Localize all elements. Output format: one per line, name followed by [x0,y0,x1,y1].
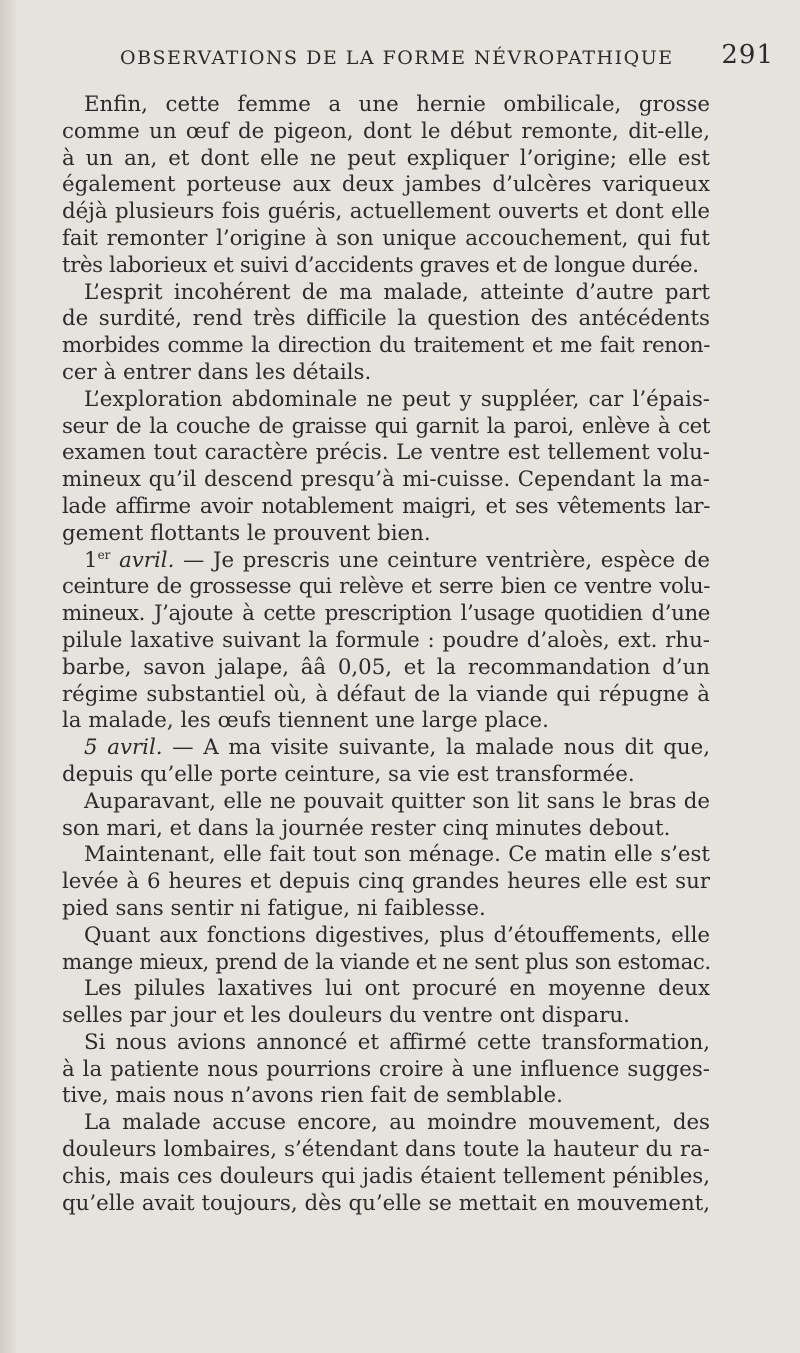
body-text [62,92,710,1217]
text-line-content: — A ma visite suivante, la malade nous dit que, [162,735,710,761]
text-line-content: Les pilules laxatives lui ont procuré en moyenne deux [84,976,710,1002]
text-line [62,92,710,119]
text-line [62,226,710,253]
date-word: avril. [119,547,175,573]
text-line-content: à un an, et dont elle ne peut expliquer l’origine; elle est [62,145,710,171]
text-line-content: Enfin, cette femme a une hernie ombilicale, grosse [84,92,710,117]
page-number: 291 [721,40,774,70]
text-line [62,923,710,950]
text-line-content: — Je prescris une ceinture ventrière, espèce de [174,547,710,573]
text-line-content: à la patiente nous pourrions croire à une influence sugges- [62,1056,710,1082]
text-line-content: pied sans sentir ni fatigue, ni faiblesse. [62,895,486,921]
text-line-content: Auparavant, elle ne pouvait quitter son lit sans le bras de [84,788,710,814]
text-line-content: très laborieux et suivi d’accidents graves et de longue durée. [62,252,699,278]
text-line [62,521,710,548]
text-line-content: La malade accuse encore, au moindre mouvement, des [84,1110,710,1136]
text-line [62,146,710,173]
text-line-content: fait remonter l’origine à son unique accouchement, qui fut [62,225,710,251]
text-line [62,1110,710,1137]
text-line [62,816,710,843]
text-line [62,1030,710,1057]
text-line [62,253,710,280]
text-line [62,601,710,628]
text-line-content: tive, mais nous n’avons rien fait de semblable. [62,1083,563,1109]
text-line-content: régime substantiel où, à défaut de la viande qui répugne à [62,681,710,707]
text-line-content: cer à entrer dans les détails. [62,359,372,385]
text-line [62,682,710,709]
text-line-content: ceinture de grossesse qui relève et serre bien ce ventre volu- [62,574,710,600]
text-line-content: mineux qu’il descend presqu’à mi-cuisse. Cependant la ma- [62,467,710,493]
text-line [62,708,710,735]
text-line-content: pilule laxative suivant la formule : poudre d’aloès, ext. rhu- [62,627,710,653]
text-line [62,119,710,146]
text-line [62,1191,710,1218]
text-line [62,387,710,414]
text-line [62,494,710,521]
text-line-content: Quant aux fonctions digestives, plus d’étouffements, elle [84,922,710,948]
text-line-content: Maintenant, elle fait tout son ménage. Ce matin elle s’est [84,842,710,868]
text-line [62,976,710,1003]
text-line [62,789,710,816]
text-line-content: déjà plusieurs fois guéris, actuellement ouverts et dont elle [62,199,710,225]
text-line [62,333,710,360]
text-line-content: Si nous avions annoncé et affirmé cette transformation, [84,1029,710,1055]
text-line [62,950,710,977]
text-line-content: comme un œuf de pigeon, dont le début remonte, dit-elle, [62,118,710,144]
date-word: 5 avril. [84,735,163,761]
text-line-content: la malade, les œufs tiennent une large place. [62,708,549,734]
text-line [62,1137,710,1164]
text-line-content: mange mieux, prend de la viande et ne sent plus son estomac. [62,949,711,975]
text-line-content: chis, mais ces douleurs qui jadis étaient tellement pénibles, [62,1163,710,1189]
text-line [62,655,710,682]
text-line-content: douleurs lombaires, s’étendant dans toute la hauteur du ra- [62,1137,710,1163]
text-line-content: barbe, savon jalape, ââ 0,05, et la recommandation d’un [62,654,710,680]
text-line [62,548,710,575]
text-line [62,172,710,199]
text-line [62,896,710,923]
text-line-content: qu’elle avait toujours, dès qu’elle se mettait en mouvement, [62,1190,710,1216]
text-line-content: L’exploration abdominale ne peut y suppléer, car l’épais- [84,386,710,412]
text-line [62,574,710,601]
text-line [62,280,710,307]
date-day: 1 [84,547,98,573]
date-ordinal: er [97,547,111,562]
text-line-content: gement flottants le prouvent bien. [62,520,431,546]
text-line [62,414,710,441]
text-line-content: de surdité, rend très difficile la question des antécédents [62,306,710,332]
text-line [62,735,710,762]
text-line [62,306,710,333]
text-line [62,199,710,226]
text-line [62,842,710,869]
page-gutter-shadow [0,0,16,1353]
text-line-content: son mari, et dans la journée rester cinq minutes debout. [62,815,671,841]
text-line-content: selles par jour et les douleurs du ventre ont disparu. [62,1003,630,1029]
running-head [62,38,780,92]
text-line [62,1057,710,1084]
text-line [62,440,710,467]
text-line [62,869,710,896]
text-line-content: morbides comme la direction du traitement et me fait renon- [62,333,710,359]
text-line [62,467,710,494]
running-head-title: OBSERVATIONS DE LA FORME NÉVROPATHIQUE [120,47,674,69]
text-line [62,628,710,655]
text-line-content: mineux. J’ajoute à cette prescription l’usage quotidien d’une [62,601,710,627]
text-line [62,762,710,789]
text-line-content: également porteuse aux deux jambes d’ulcères variqueux [62,172,710,198]
text-line [62,1083,710,1110]
text-line [62,1164,710,1191]
text-line-content: depuis qu’elle porte ceinture, sa vie est transformée. [62,761,635,787]
text-line-content: examen tout caractère précis. Le ventre est tellement volu- [62,440,710,466]
text-line-content: L’esprit incohérent de ma malade, atteinte d’autre part [84,279,710,305]
text-line [62,360,710,387]
text-line-content: levée à 6 heures et depuis cinq grandes heures elle est sur [62,869,710,895]
text-line [62,1003,710,1030]
text-line-content: seur de la couche de graisse qui garnit la paroi, enlève à cet [62,413,710,439]
text-line-content: lade affirme avoir notablement maigri, et ses vêtements lar- [62,493,710,519]
